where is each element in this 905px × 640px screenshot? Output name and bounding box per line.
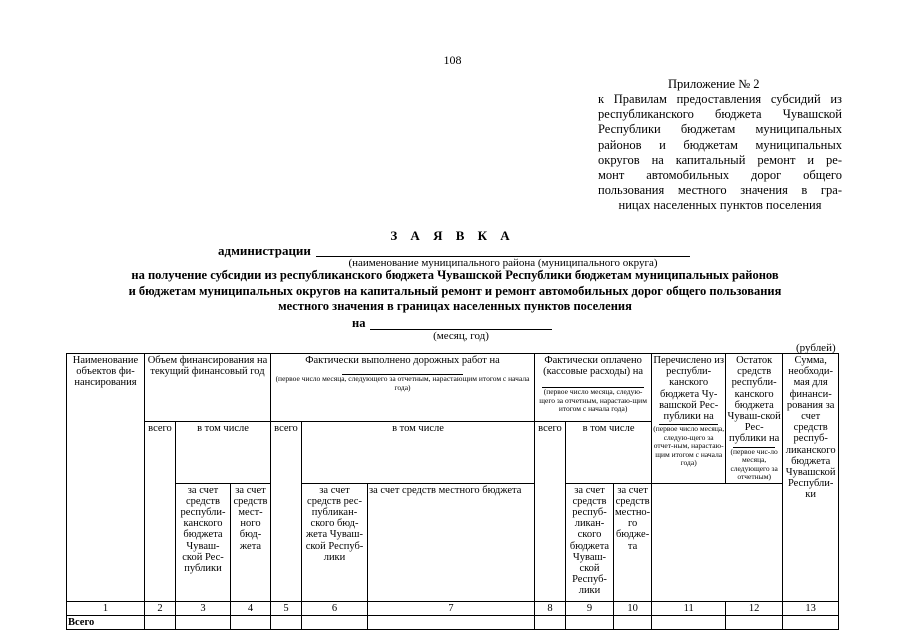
col-number: 9 [566, 601, 614, 615]
appendix-line: округов на капитальный ремонт и ре- [598, 152, 842, 167]
appendix-line: республиканского бюджета Чувашской [598, 107, 842, 122]
table-cell [368, 615, 535, 629]
table-cell [302, 615, 368, 629]
table-cell [652, 615, 726, 629]
header-paid-incl: в том числе [566, 422, 652, 484]
table-cell [566, 615, 614, 629]
currency-unit: (рублей) [796, 342, 836, 354]
admin-hint: (наименование муниципального района (муниципального округа) [348, 257, 658, 269]
admin-label: администрации [218, 243, 311, 258]
header-remainder-label: Остаток средств республи-канского бюджета Чуваш-ской Рес-публики на [727, 355, 781, 445]
appendix-line: монт автомобильных дорог общего [598, 168, 842, 183]
subsidy-line: на получение субсидии из республиканского бюджета Чувашской Республики бюджетам муниципальных районов [131, 268, 779, 282]
col-number: 2 [145, 601, 176, 615]
appendix-line: к Правилам предоставления субсидий из [598, 92, 842, 106]
table-cell [726, 615, 783, 629]
header-transferred-label: Перечислено из республи-канского бюджета Чу-вашской Рес-публики на [653, 355, 724, 423]
col-number: 13 [783, 601, 839, 615]
header-remainder-hint: (первое чис-ло месяца, следующего за отчетным) [730, 446, 778, 482]
appendix-line: районов и бюджетам муниципальных [598, 137, 842, 152]
header-paid-label: Фактически оплачено (кассовые расходы) на [543, 355, 644, 378]
sub-done-local: за счет средств местного бюджета [368, 483, 535, 601]
col-number: 11 [652, 601, 726, 615]
page-number: 108 [443, 53, 462, 67]
header-vol-incl: в том числе [176, 422, 271, 484]
header-done-hint: (первое число месяца, следующего за отчетным, нарастающим итогом с начала года) [275, 374, 530, 392]
header-volume: Объем финансирования на текущий финансовый год [145, 354, 271, 422]
header-remainder [726, 354, 783, 484]
header-transferred-hint: (первое число месяца, следую-щего за отчет-ным, нарастаю-щим итогом с начала года) [653, 424, 725, 468]
col-number: 1 [67, 601, 145, 615]
sub-paid-republic: за счет средств респуб-ликан-ского бюджета Чуваш-ской Респуб-лики [566, 483, 614, 601]
header-done-incl: в том числе [302, 422, 535, 484]
table-cell [535, 615, 566, 629]
table-cell [614, 615, 652, 629]
col-number: 12 [726, 601, 783, 615]
table-cell [271, 615, 302, 629]
header-transferred [652, 354, 726, 484]
header-paid-all: всего [535, 422, 566, 602]
header-done-all: всего [271, 422, 302, 602]
header-done-label: Фактически выполнено дорожных работ на [305, 355, 500, 366]
appendix-line: ницах населенных пунктов поселения [618, 198, 822, 213]
appendix-line: Республики бюджетам муниципальных [598, 122, 842, 137]
header-vol-all: всего [145, 422, 176, 602]
col-number: 4 [231, 601, 271, 615]
month-hint: (месяц, год) [433, 330, 489, 342]
total-label: Всего [67, 615, 145, 629]
document-title: З А Я В К А [390, 228, 515, 243]
appendix-line: пользования местного значения в гра- [598, 183, 842, 198]
subsidy-line: местного значения в границах населенных пунктов поселения [278, 299, 632, 313]
table-cell [783, 615, 839, 629]
sub-vol-local: за счет средств мест-ного бюд-жета [231, 483, 271, 601]
subsidy-line: и бюджетам муниципальных округов на капитальный ремонт и ремонт автомобильных дорог общего пользования [128, 283, 782, 298]
col-number: 10 [614, 601, 652, 615]
col-number: 5 [271, 601, 302, 615]
sub-vol-republic: за счет средств республи-канского бюджета Чуваш-ской Рес-публики [176, 483, 231, 601]
col-number: 6 [302, 601, 368, 615]
appendix-title: Приложение № 2 [668, 77, 760, 91]
table-cell [231, 615, 271, 629]
appendix-text [598, 92, 842, 214]
col-number: 7 [368, 601, 535, 615]
subsidy-heading [70, 268, 840, 315]
col-number: 8 [535, 601, 566, 615]
header-paid-hint: (первое число месяца, следую-щего за отчетным, нарастаю-щим итогом с начала года) [539, 387, 647, 414]
table-cell [176, 615, 231, 629]
header-name: Наименование объектов фи-нансирования [67, 354, 145, 602]
sub-done-republic: за счет средств рес-публикан-ского бюд-жета Чуваш-ской Респуб-лики [302, 483, 368, 601]
header-done [271, 354, 535, 422]
na-label: на [352, 316, 366, 330]
header-sum: Сумма, необходи-мая для финанси-рования за счет средств респуб-ликанского бюджета Чувашской Республи-ки [783, 354, 839, 602]
sub-paid-local: за счет средств местно-го бюдже-та [614, 483, 652, 601]
col-number: 3 [176, 601, 231, 615]
application-table [66, 353, 839, 630]
header-paid [535, 354, 652, 422]
table-cell [145, 615, 176, 629]
